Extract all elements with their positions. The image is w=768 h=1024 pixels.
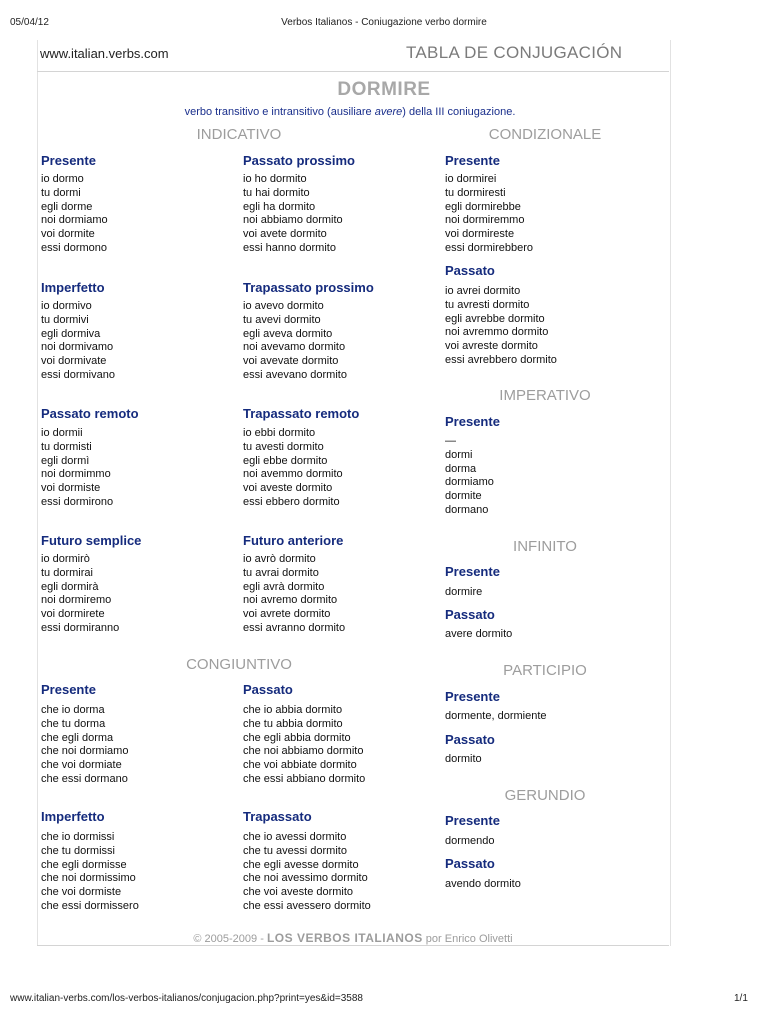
form-line: tu dormisti [41,440,92,453]
conjugation-list [445,173,533,256]
page-frame [37,40,671,946]
form-line: voi dormireste [445,228,515,241]
conjugation-list [41,427,113,510]
form-line: io ebbi dormito [243,427,316,439]
form-line: che voi abbiate dormito [243,759,357,772]
form-line: avendo dormito [445,878,521,890]
verb-title: DORMIRE [337,79,431,100]
form-line: tu avesti dormito [243,440,324,453]
header-divider [37,71,669,72]
form-line: che voi dormiate [41,759,122,772]
tense-title: Passato [445,856,495,871]
form-line: egli ha dormito [243,200,316,213]
form-line: io dormii [41,427,83,439]
form-line: essi dormirebbero [445,241,534,254]
conjugation-list [41,553,119,636]
form-line: noi dormimmo [41,468,111,481]
tense-title: Imperfetto [41,280,105,295]
form-line: tu avevi dormito [243,313,321,326]
form-line: egli aveva dormito [243,327,333,340]
tense-title: Passato [445,607,495,622]
verb-description [0,106,700,118]
form-line: noi dormivamo [41,341,114,354]
form-line: essi ebbero dormito [243,495,340,508]
form-line: dormire [445,586,483,598]
tense-title: Trapassato prossimo [243,280,374,295]
form-line: dormano [445,503,489,516]
form-line: che egli avesse dormito [243,858,359,871]
conjugation-list [243,427,343,510]
form-line: che noi dormissimo [41,872,136,885]
form-line: voi aveste dormito [243,482,333,495]
conjugation-list [243,300,347,383]
form-line: essi dormivano [41,368,115,381]
form-line: voi avreste dormito [445,340,538,353]
form-line: che essi dormissero [41,899,139,912]
print-page-title: Verbos Italianos - Coniugazione verbo dormire [281,17,487,28]
form-line: che egli dorma [41,731,114,744]
form-line: egli avrebbe dormito [445,312,545,325]
section-infinito: INFINITO [513,538,577,555]
page-heading: TABLA DE CONJUGACIÓN [406,43,623,62]
form-line: dormendo [445,835,495,847]
form-line: io avevo dormito [243,300,324,312]
form-line: avere dormito [445,628,513,640]
section-gerundio: GERUNDIO [504,787,586,804]
site-footer [0,931,706,945]
form-line: voi avete dormito [243,228,327,241]
form-line: essi dormiranno [41,621,120,634]
form-line: noi abbiamo dormito [243,214,343,227]
form-line: dormente, dormiente [445,710,547,722]
form-line: dormiamo [445,476,494,489]
form-line: egli ebbe dormito [243,454,328,467]
form-line: dorma [445,462,477,475]
tense-title: Presente [445,414,500,429]
form-line: che essi abbiano dormito [243,772,366,785]
description-text: verbo transitivo e intransitivo (ausiliare [184,106,375,118]
form-line: noi avremo dormito [243,594,338,607]
tense-title: Imperfetto [41,809,105,824]
tense-title: Futuro semplice [41,533,142,548]
tense-title: Futuro anteriore [243,533,344,548]
form-line: egli dormiva [41,327,101,340]
form-line: io avrei dormito [445,285,521,297]
form-line: che io dormissi [41,831,115,843]
form-line: io dormirei [445,173,497,185]
form-line: essi avrebbero dormito [445,353,557,366]
tense-title: Trapassato remoto [243,406,360,421]
footer-divider [37,945,669,946]
section-indicativo: INDICATIVO [196,126,282,143]
form-line: essi avranno dormito [243,621,346,634]
tense-title: Passato [445,732,495,747]
form-line: tu avrai dormito [243,566,319,579]
tense-title: Passato [445,263,495,278]
print-url: www.italian-verbs.com/los-verbos-italianos/conjugacion.php?print=yes&id=3588 [10,993,363,1004]
form-line: essi dormirono [41,495,114,508]
section-imperativo: IMPERATIVO [499,387,591,404]
copyright-text: © 2005-2009 - [193,933,267,945]
form-line: che tu avessi dormito [243,844,347,857]
form-line: noi dormiremo [41,594,112,607]
conjugation-list [243,704,365,787]
form-line: noi dormiamo [41,214,108,227]
form-line: noi dormiremmo [445,214,525,227]
form-line: che voi dormiste [41,886,122,899]
form-line: tu avresti dormito [445,298,530,311]
form-line: dormi [445,448,473,461]
form-line: io dormo [41,173,84,185]
form-line: tu dormiresti [445,186,506,199]
form-line: che voi aveste dormito [243,886,354,899]
print-page-number: 1/1 [734,993,748,1004]
form-line: che noi avessimo dormito [243,872,368,885]
conjugation-list [41,704,128,787]
form-line: che essi dormano [41,772,128,785]
conjugation-list [445,285,557,368]
conjugation-list [243,831,371,914]
section-participio: PARTICIPIO [503,662,587,679]
form-line: egli avrà dormito [243,580,325,593]
brand-link[interactable]: LOS VERBOS ITALIANOS [266,931,423,945]
form-line: io ho dormito [243,173,307,185]
form-line: essi avevano dormito [243,368,347,381]
tense-title: Passato remoto [41,406,139,421]
tense-title: Presente [41,682,96,697]
author-text: por Enrico Olivetti [422,933,513,945]
tense-title: Presente [445,813,500,828]
form-line: tu dormi [41,186,81,199]
form-line: — [445,435,456,447]
tense-title: Trapassato [243,809,312,824]
form-line: noi avemmo dormito [243,468,343,481]
form-line: egli dormirà [41,580,99,593]
form-line: che tu dormissi [41,844,115,857]
form-line: dormite [445,490,482,503]
conjugation-list [243,173,343,256]
form-line: voi avevate dormito [243,355,339,368]
tense-title: Presente [41,153,96,168]
section-congiuntivo: CONGIUNTIVO [186,656,292,673]
form-line: essi dormono [41,241,108,254]
form-line: voi dormivate [41,355,107,368]
form-line: tu hai dormito [243,186,310,199]
form-line: noi avremmo dormito [445,326,549,339]
description-text-end: ) della III coniugazione. [402,106,516,118]
form-line: io avrò dormito [243,553,316,565]
form-line: che io avessi dormito [243,831,347,843]
form-line: io dormirò [41,553,90,565]
conjugation-list [41,831,139,914]
site-link[interactable]: www.italian.verbs.com [40,46,169,61]
tense-title: Presente [445,564,500,579]
form-line: voi dormiste [41,482,101,495]
form-line: egli dormirebbe [445,200,521,213]
form-line: voi dormirete [41,608,105,621]
conjugation-list [445,435,494,518]
form-line: che tu dorma [41,717,106,730]
form-line: voi avrete dormito [243,608,331,621]
form-line: egli dormì [41,454,90,467]
form-line: che noi abbiamo dormito [243,745,364,758]
form-line: noi avevamo dormito [243,341,346,354]
form-line: essi hanno dormito [243,241,336,254]
tense-title: Passato prossimo [243,153,355,168]
form-line: che tu abbia dormito [243,717,343,730]
auxiliary-verb: avere [374,106,403,118]
form-line: tu dormivi [41,313,89,326]
form-line: che io abbia dormito [243,704,343,716]
conjugation-list [243,553,345,636]
form-line: tu dormirai [41,566,93,579]
form-line: voi dormite [41,228,95,241]
tense-title: Presente [445,153,500,168]
conjugation-list [41,173,108,256]
form-line: che noi dormiamo [41,745,129,758]
form-line: che essi avessero dormito [243,899,371,912]
tense-title: Presente [445,689,500,704]
section-condizionale: CONDIZIONALE [488,126,602,143]
tense-title: Passato [243,682,293,697]
conjugation-list [41,300,115,383]
form-line: dormito [445,753,482,765]
form-line: che egli dormisse [41,858,127,871]
form-line: egli dorme [41,200,93,213]
form-line: io dormivo [41,300,92,312]
form-line: che io dorma [41,704,105,716]
form-line: che egli abbia dormito [243,731,351,744]
print-date: 05/04/12 [10,17,49,28]
